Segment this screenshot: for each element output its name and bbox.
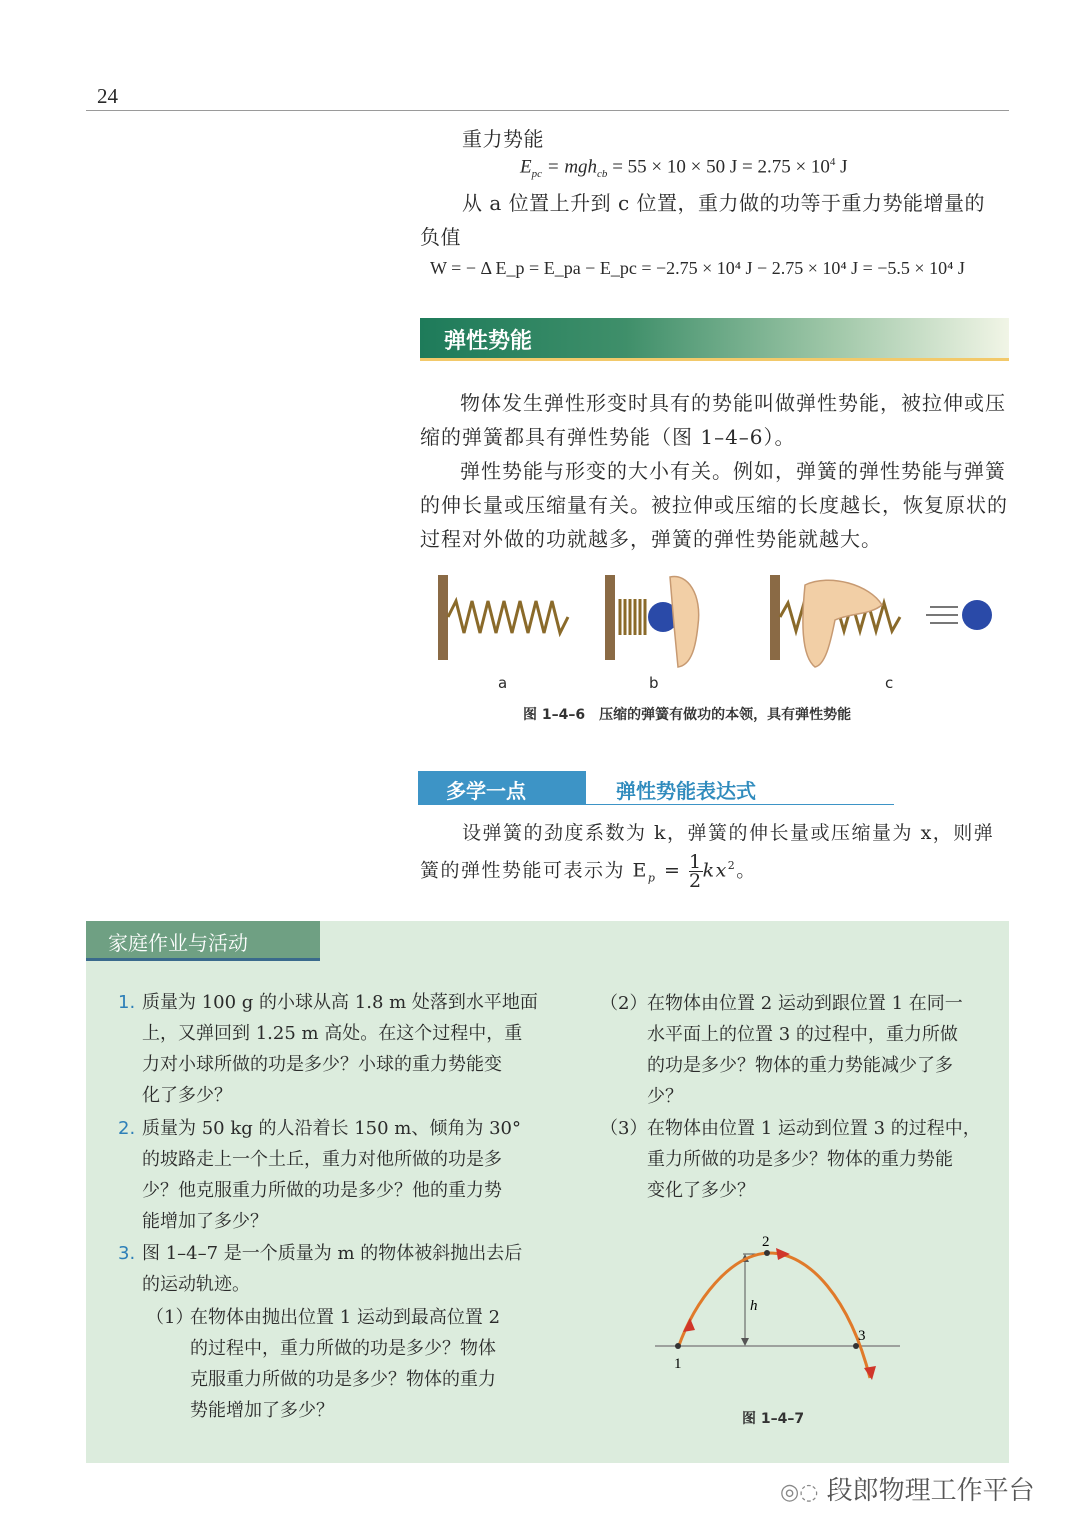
spring-b <box>620 599 645 635</box>
q2-text: 质量为 50 kg 的人沿着长 150 m、倾角为 30° 的坡路走上一个土丘，重力对他所做的功是多 少？他克服重力所做的功是多少？他的重力势 能增加了多少？ <box>142 1118 521 1232</box>
header-rule <box>86 110 1009 111</box>
q3-2-number: （2） <box>600 993 648 1014</box>
wall-c <box>770 575 780 660</box>
fraction: $\frac{1}{2}$ <box>688 851 703 892</box>
more-line-1: 设弹簧的劲度系数为 k，弹簧的伸长量或压缩量为 x，则弹 <box>462 822 995 844</box>
homework-tab-underline <box>86 958 320 961</box>
wechat-icon: ◎◌ <box>780 1480 819 1505</box>
wall-b <box>605 575 615 660</box>
more-title: 弹性势能表达式 <box>616 779 756 803</box>
q3-3-text: 在物体由位置 1 运动到位置 3 的过程中， 重力所做的功是多少？物体的重力势能 变化了多少？ <box>647 1118 981 1201</box>
q2-number: 2. <box>118 1118 136 1139</box>
page-number: 24 <box>97 84 118 108</box>
ball-c <box>962 600 992 630</box>
q1-number: 1. <box>118 992 136 1013</box>
text-line-1: 从 a 位置上升到 c 位置，重力做的功等于重力势能增量的 <box>462 191 986 215</box>
label-h: h <box>750 1298 758 1314</box>
figure-springs <box>430 565 1010 675</box>
equation-work: W = − Δ E_p = E_pa − E_pc = −2.75 × 10⁴ J − 2.75 × 10⁴ J = −5.5 × 10⁴ J <box>430 258 965 278</box>
more-underline <box>586 804 894 805</box>
more-tag: 多学一点 <box>418 771 586 805</box>
figure-caption-146: 图 1–4–6 压缩的弹簧有做功的本领，具有弹性势能 <box>523 707 852 723</box>
section-header <box>420 318 1009 361</box>
hand-b <box>670 577 699 667</box>
fig-label-c: c <box>885 674 894 692</box>
q1-text: 质量为 100 g 的小球从高 1.8 m 处落到水平地面 上，又弹回到 1.25 m 高处。在这个过程中，重 力对小球所做的功是多少？小球的重力势能变 化了多少？ <box>142 992 538 1106</box>
label-gravity-pe: 重力势能 <box>462 127 544 151</box>
equation-epc: $E_{pc} = mgh_{cb} = 55 \times 10 \times 50$ $J = 2.75 \times 10^4$ J <box>520 156 848 181</box>
arrow-1 <box>683 1318 695 1332</box>
label-3: 3 <box>858 1328 866 1344</box>
more-line-2: 簧的弹性势能可表示为 $E_p$ = $\frac{1}{2}$ $kx^2$。 <box>420 851 757 892</box>
spring-a <box>448 601 568 633</box>
paragraph-2: 弹性势能与形变的大小有关。例如，弹簧的弹性势能与弹簧的伸长量或压缩量有关。被拉伸或压缩的长度越长，恢复原状的过程对外做的功就越多，弹簧的弹性势能就越大。 <box>420 459 1008 551</box>
arrow-2 <box>776 1248 790 1260</box>
watermark: ◎◌ 段郎物理工作平台 <box>780 1476 1035 1506</box>
q3-1-text: 在物体由抛出位置 1 运动到最高位置 2 的过程中，重力所做的功是多少？物体 克服重力所做的功是多少？物体的重力 势能增加了多少？ <box>190 1307 501 1421</box>
figure-caption-147: 图 1–4–7 <box>742 1411 805 1427</box>
fig-label-b: b <box>649 674 659 692</box>
motion-lines <box>926 607 958 623</box>
q3-number: 3. <box>118 1243 136 1264</box>
trajectory-curve <box>678 1253 870 1378</box>
paragraph-1: 物体发生弹性形变时具有的势能叫做弹性势能，被拉伸或压缩的弹簧都具有弹性势能（图 1–4–6）。 <box>420 391 1006 449</box>
section-title: 弹性势能 <box>444 329 533 354</box>
wall-a <box>438 575 448 660</box>
height-arrow-bottom <box>741 1338 749 1346</box>
label-1: 1 <box>674 1356 682 1372</box>
text-line-2: 负值 <box>420 225 461 249</box>
fig-label-a: a <box>498 674 508 692</box>
q3-1-number: （1） <box>146 1307 194 1328</box>
homework-tab: 家庭作业与活动 <box>86 921 320 959</box>
q3-text: 图 1–4–7 是一个质量为 m 的物体被斜抛出去后 的运动轨迹。 <box>142 1243 523 1295</box>
figure-trajectory <box>650 1230 910 1390</box>
q3-3-number: （3） <box>600 1118 648 1139</box>
point-2 <box>764 1250 770 1256</box>
label-2: 2 <box>762 1234 770 1250</box>
point-1 <box>675 1343 681 1349</box>
q3-2-text: 在物体由位置 2 运动到跟位置 1 在同一 水平面上的位置 3 的过程中，重力所做 的功是多少？物体的重力势能减少了多 少？ <box>647 993 963 1107</box>
